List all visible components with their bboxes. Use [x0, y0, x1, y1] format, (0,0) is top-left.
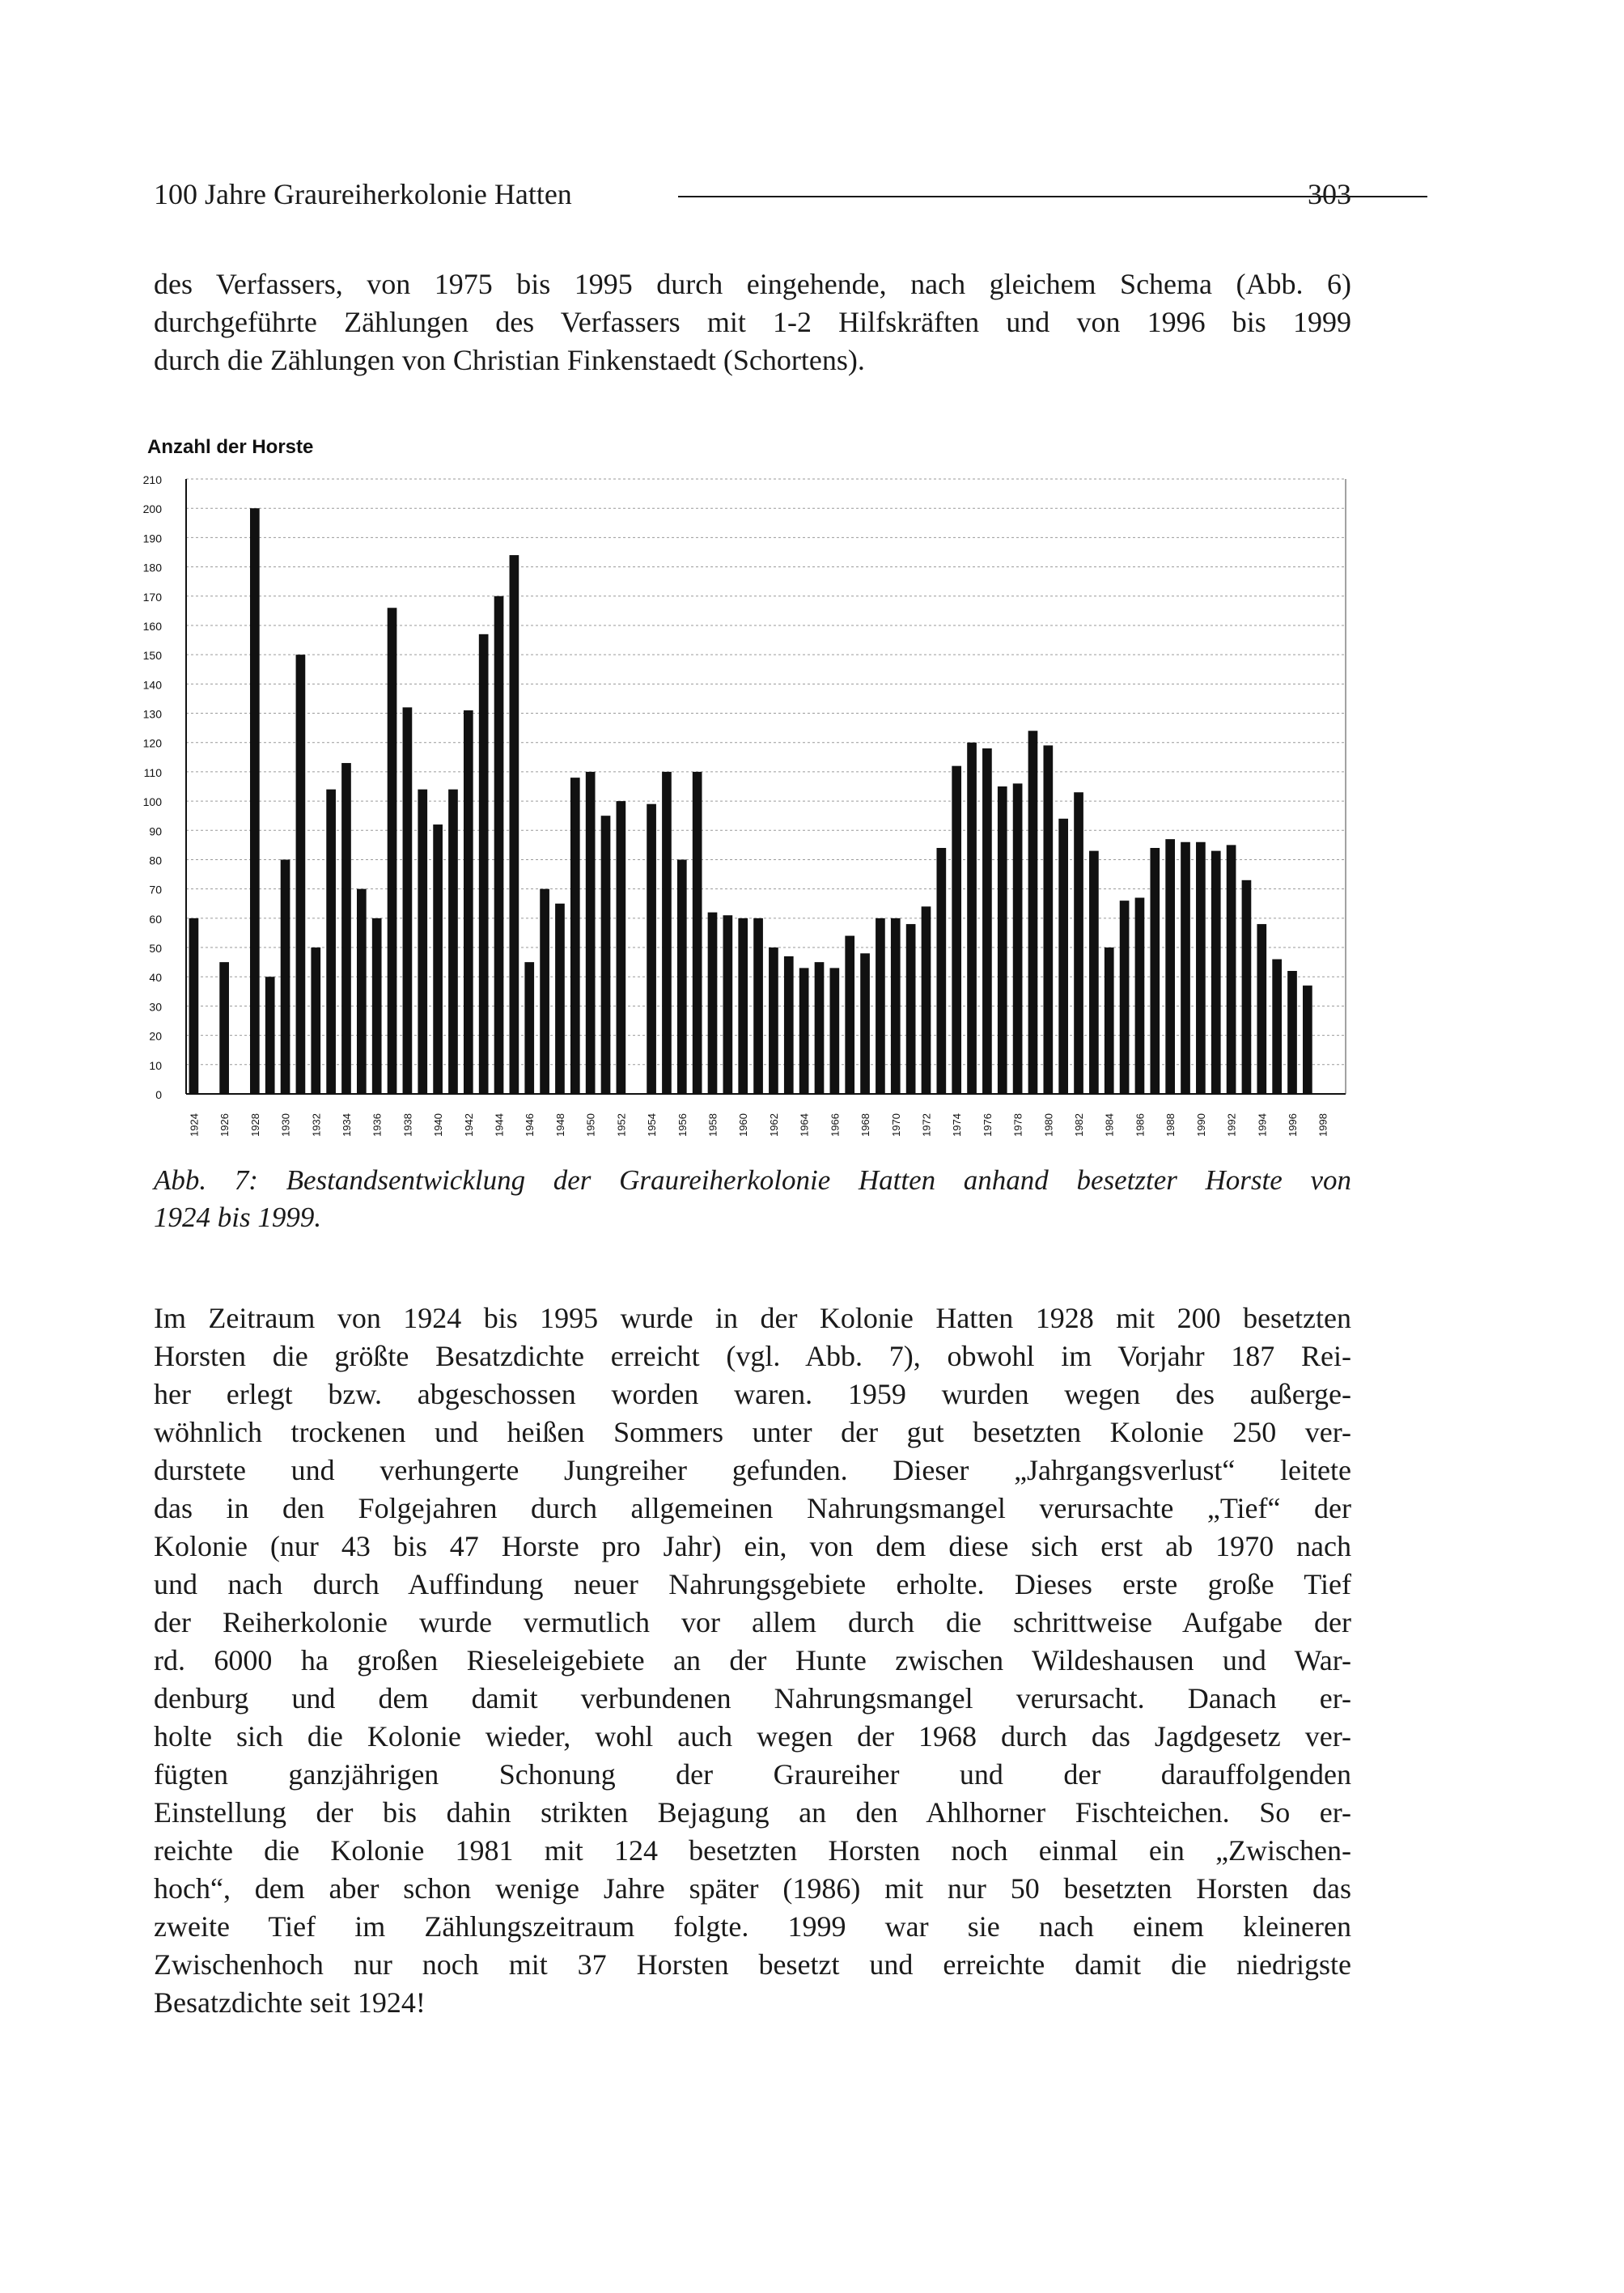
- bar-1955: [662, 772, 672, 1094]
- text-line: Zwischenhoch nur noch mit 37 Horsten besetzt und erreichte damit die niedrigste: [154, 1948, 1351, 1981]
- bar-1928: [250, 508, 260, 1094]
- x-tick-label: 1958: [706, 1113, 719, 1137]
- x-tick-label: 1926: [218, 1113, 231, 1137]
- x-tick-label: 1970: [889, 1113, 902, 1137]
- bar-1991: [1211, 851, 1221, 1094]
- text-line: durstete und verhungerte Jungreiher gefunden. Dieser „Jahrgangsverlust“ leitete: [154, 1454, 1351, 1486]
- bar-1947: [540, 889, 549, 1094]
- bar-1934: [341, 763, 351, 1094]
- y-tick-label: 190: [142, 532, 162, 545]
- bar-1938: [403, 707, 413, 1094]
- bar-1977: [998, 786, 1007, 1094]
- x-tick-label: 1942: [462, 1113, 475, 1137]
- x-tick-label: 1934: [341, 1113, 353, 1137]
- bar-1970: [891, 918, 901, 1094]
- bar-1995: [1272, 960, 1282, 1094]
- running-head: [154, 173, 1351, 215]
- y-tick-label: 120: [142, 736, 162, 750]
- x-tick-label: 1962: [767, 1113, 780, 1137]
- y-tick-label: 140: [142, 678, 162, 692]
- text-line: Im Zeitraum von 1924 bis 1995 wurde in der Kolonie Hatten 1928 mit 200 besetzten: [154, 1302, 1351, 1334]
- y-tick-label: 20: [149, 1029, 162, 1043]
- x-tick-label: 1964: [798, 1113, 811, 1137]
- bar-1971: [906, 924, 916, 1094]
- x-tick-label: 1944: [493, 1113, 506, 1137]
- x-axis-ticks: [188, 1113, 1329, 1137]
- page-number: 303: [1308, 178, 1351, 210]
- x-tick-label: 1978: [1011, 1113, 1024, 1137]
- bar-1944: [494, 596, 504, 1094]
- x-tick-label: 1990: [1194, 1113, 1207, 1137]
- bar-1946: [524, 962, 534, 1094]
- bar-1957: [693, 772, 702, 1094]
- x-tick-label: 1966: [829, 1113, 842, 1137]
- x-tick-label: 1992: [1225, 1113, 1238, 1137]
- bar-1964: [799, 968, 809, 1094]
- bar-1985: [1120, 901, 1130, 1094]
- bar-1931: [296, 655, 306, 1094]
- x-tick-label: 1946: [524, 1113, 536, 1137]
- intro-paragraph: [154, 265, 1351, 379]
- bar-1986: [1135, 898, 1145, 1094]
- bar-1941: [448, 790, 458, 1094]
- y-tick-label: 100: [142, 795, 162, 809]
- bar-1959: [723, 915, 733, 1094]
- x-tick-label: 1968: [859, 1113, 872, 1137]
- bar-1935: [357, 889, 367, 1094]
- chart-title: Anzahl der Horste: [147, 436, 314, 458]
- bar-1943: [479, 634, 489, 1094]
- bar-1972: [922, 906, 931, 1094]
- x-tick-label: 1928: [248, 1113, 261, 1137]
- bar-1942: [464, 710, 473, 1094]
- text-line: Einstellung der bis dahin strikten Bejagung an den Ahlhorner Fischteichen. So er-: [154, 1796, 1351, 1829]
- x-tick-label: 1924: [188, 1113, 201, 1137]
- y-tick-label: 210: [142, 473, 162, 486]
- x-tick-label: 1984: [1103, 1113, 1116, 1137]
- bar-1980: [1043, 745, 1053, 1094]
- text-line: Besatzdichte seit 1924!: [154, 1986, 426, 2019]
- bar-1968: [860, 953, 870, 1094]
- bar-1976: [982, 748, 992, 1094]
- text-line: her erlegt bzw. abgeschossen worden waren. 1959 wurden wegen des außerge-: [154, 1378, 1351, 1410]
- bar-1961: [753, 918, 763, 1094]
- chart-svg: [138, 429, 1367, 1157]
- bar-1990: [1196, 842, 1206, 1094]
- text-line: Horsten die größte Besatzdichte erreicht (vgl. Abb. 7), obwohl im Vorjahr 187 Rei-: [154, 1340, 1351, 1372]
- bar-1962: [769, 947, 778, 1094]
- bar-1993: [1242, 880, 1252, 1094]
- y-tick-label: 0: [155, 1088, 162, 1101]
- bar-1967: [845, 936, 854, 1094]
- bar-1963: [784, 956, 794, 1094]
- x-tick-label: 1976: [981, 1113, 994, 1137]
- x-tick-label: 1956: [676, 1113, 689, 1137]
- bar-1926: [219, 962, 229, 1094]
- bar-1960: [738, 918, 748, 1094]
- bar-1948: [555, 904, 565, 1094]
- text-line: und nach durch Auffindung neuer Nahrungsgebiete erholte. Dieses erste große Tief: [154, 1568, 1351, 1600]
- running-head-title: 100 Jahre Graureiherkolonie Hatten: [154, 178, 572, 210]
- y-tick-label: 90: [149, 824, 162, 838]
- caption-line: 1924 bis 1999.: [154, 1202, 322, 1233]
- bar-1932: [311, 947, 320, 1094]
- bar-1939: [418, 790, 427, 1094]
- bar-1924: [189, 918, 199, 1094]
- bar-1940: [433, 824, 443, 1094]
- bar-1929: [265, 977, 275, 1094]
- text-line: reichte die Kolonie 1981 mit 124 besetzten Horsten noch einmal ein „Zwischen-: [154, 1834, 1351, 1867]
- bar-1978: [1013, 783, 1023, 1094]
- x-tick-label: 1936: [371, 1113, 384, 1137]
- bar-1952: [617, 801, 626, 1094]
- y-tick-label: 150: [142, 649, 162, 663]
- bar-1979: [1028, 731, 1038, 1094]
- x-tick-label: 1952: [615, 1113, 628, 1137]
- y-tick-label: 40: [149, 971, 162, 985]
- bar-1988: [1165, 839, 1175, 1094]
- x-tick-label: 1986: [1134, 1113, 1147, 1137]
- y-tick-label: 70: [149, 883, 162, 896]
- y-tick-label: 170: [142, 590, 162, 604]
- text-line: hoch“, dem aber schon wenige Jahre später (1986) mit nur 50 besetzten Horsten das: [154, 1872, 1351, 1905]
- x-tick-label: 1938: [401, 1113, 414, 1137]
- caption-line: Abb. 7: Bestandsentwicklung der Graureiherkolonie Hatten anhand besetzter Horste von: [154, 1164, 1351, 1196]
- y-tick-label: 180: [142, 561, 162, 574]
- text-line: denburg und dem damit verbundenen Nahrungsmangel verursacht. Danach er-: [154, 1682, 1351, 1714]
- bar-1958: [708, 913, 718, 1094]
- bar-1981: [1058, 819, 1068, 1094]
- text-line: der Reiherkolonie wurde vermutlich vor allem durch die schrittweise Aufgabe der: [154, 1606, 1351, 1638]
- y-tick-label: 110: [143, 765, 162, 779]
- text-line: das in den Folgejahren durch allgemeinen Nahrungsmangel verursachte „Tief“ der: [154, 1492, 1351, 1524]
- y-tick-label: 160: [142, 619, 162, 633]
- x-tick-label: 1940: [432, 1113, 445, 1137]
- bar-1974: [952, 766, 961, 1094]
- x-tick-label: 1988: [1164, 1113, 1177, 1137]
- y-tick-label: 30: [149, 1000, 162, 1014]
- x-tick-label: 1994: [1256, 1113, 1269, 1137]
- y-tick-label: 60: [149, 912, 162, 926]
- bar-1997: [1303, 985, 1312, 1094]
- text-line: zweite Tief im Zählungszeitraum folgte. 1999 war sie nach einem kleineren: [154, 1910, 1351, 1943]
- bar-1965: [815, 962, 825, 1094]
- bar-1956: [677, 859, 687, 1094]
- bar-1984: [1105, 947, 1114, 1094]
- bar-1950: [586, 772, 596, 1094]
- figure-caption: [154, 1162, 1351, 1236]
- x-tick-label: 1996: [1287, 1113, 1299, 1137]
- bar-1930: [281, 859, 290, 1094]
- x-tick-label: 1960: [737, 1113, 750, 1137]
- y-tick-label: 10: [149, 1058, 162, 1072]
- y-tick-label: 200: [142, 502, 162, 516]
- x-tick-label: 1980: [1042, 1113, 1055, 1137]
- bar-1975: [967, 743, 977, 1094]
- x-tick-label: 1950: [584, 1113, 597, 1137]
- bar-1951: [601, 816, 611, 1094]
- text-line: des Verfassers, von 1975 bis 1995 durch eingehende, nach gleichem Schema (Abb. 6): [154, 268, 1351, 300]
- x-tick-label: 1972: [920, 1113, 933, 1137]
- text-line: wöhnlich trockenen und heißen Sommers unter der gut besetzten Kolonie 250 ver-: [154, 1416, 1351, 1448]
- x-tick-label: 1974: [951, 1113, 964, 1137]
- text-line: fügten ganzjährigen Schonung der Graureiher und der darauffolgenden: [154, 1758, 1351, 1791]
- text-line: rd. 6000 ha großen Rieseleigebiete an der Hunte zwischen Wildeshausen und War-: [154, 1644, 1351, 1676]
- x-tick-label: 1998: [1317, 1113, 1329, 1137]
- y-tick-label: 130: [142, 707, 162, 721]
- x-tick-label: 1982: [1073, 1113, 1085, 1137]
- bar-1937: [388, 608, 397, 1094]
- text-line: holte sich die Kolonie wieder, wohl auch wegen der 1968 durch das Jagdgesetz ver-: [154, 1720, 1351, 1753]
- y-axis-ticks: [143, 473, 163, 1101]
- bar-1949: [570, 778, 580, 1094]
- bar-chart: [138, 429, 1367, 1157]
- body-paragraph: [154, 1299, 1351, 2022]
- bar-1933: [326, 790, 336, 1094]
- bar-1987: [1150, 848, 1160, 1094]
- x-tick-label: 1932: [310, 1113, 323, 1137]
- bar-1945: [510, 555, 519, 1094]
- bar-1973: [936, 848, 946, 1094]
- text-line: Kolonie (nur 43 bis 47 Horste pro Jahr) ein, von dem diese sich erst ab 1970 nach: [154, 1530, 1351, 1562]
- y-tick-label: 80: [149, 854, 162, 867]
- bar-1983: [1089, 851, 1099, 1094]
- bar-1992: [1227, 845, 1236, 1094]
- bar-1936: [372, 918, 382, 1094]
- x-tick-label: 1954: [646, 1113, 659, 1137]
- text-line: durch die Zählungen von Christian Finkenstaedt (Schortens).: [154, 344, 865, 376]
- bar-1996: [1287, 971, 1297, 1094]
- text-line: durchgeführte Zählungen des Verfassers mit 1-2 Hilfskräften und von 1996 bis 1999: [154, 306, 1351, 338]
- bar-1954: [647, 804, 656, 1094]
- x-tick-label: 1948: [554, 1113, 566, 1137]
- bar-1989: [1181, 842, 1190, 1094]
- bar-1969: [876, 918, 885, 1094]
- bar-1966: [830, 968, 840, 1094]
- bar-1982: [1074, 792, 1083, 1094]
- bar-1994: [1257, 924, 1266, 1094]
- y-tick-label: 50: [149, 942, 162, 956]
- x-tick-label: 1930: [279, 1113, 292, 1137]
